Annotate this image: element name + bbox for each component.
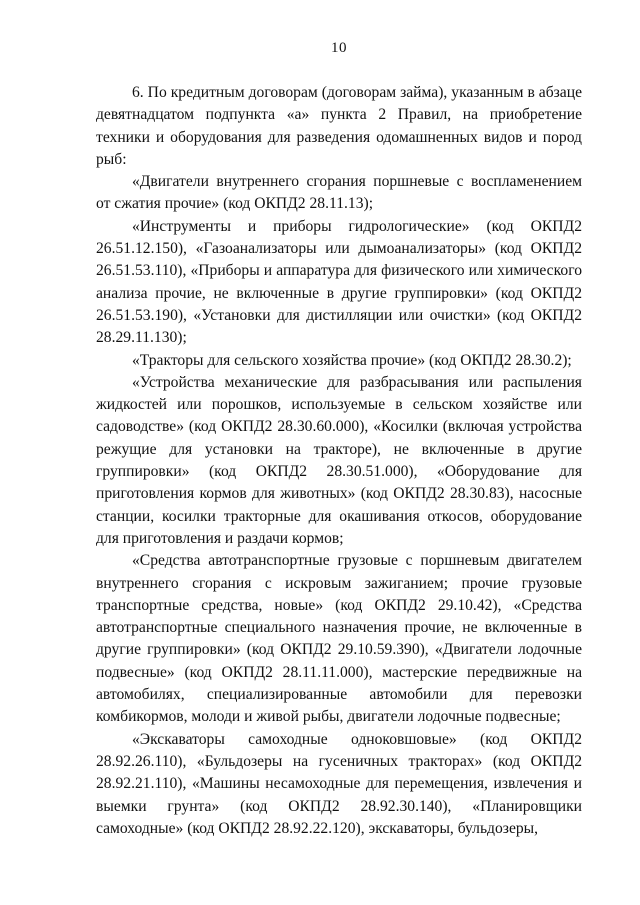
- paragraph-instruments: «Инструменты и приборы гидрологические» (код ОКПД2 26.51.12.150), «Газоанализаторы или дымоанализаторы» (код ОКПД2 26.51.53.110), «Приборы и аппаратура для физического или химического анализа прочие, не включенные в другие группировки» (код ОКПД2 26.51.53.190), «Установки для дистилляции или очистки» (код ОКПД2 28.29.11.130);: [96, 217, 582, 347]
- paragraph-intro: 6. По кредитным договорам (договорам займа), указанным в абзаце девятнадцатом подпункта «а» пункта 2 Правил, на приобретение техники и оборудования для разведения одомашненных видов и пород рыб:: [96, 84, 582, 168]
- document-body: [96, 82, 582, 840]
- paragraph-excavators: «Экскаваторы самоходные одноковшовые» (код ОКПД2 28.92.26.110), «Бульдозеры на гусеничных тракторах» (код ОКПД2 28.92.21.110), «Машины несамоходные для перемещения, извлечения и выемки грунта» (код ОКПД2 28.92.30.140), «Планировщики самоходные» (код ОКПД2 28.92.22.120), экскаваторы, бульдозеры,: [96, 730, 582, 837]
- page-number: 10: [331, 40, 347, 56]
- paragraph-engines: «Двигатели внутреннего сгорания поршневые с воспламенением от сжатия прочие» (код ОКПД2 28.11.13);: [96, 173, 582, 213]
- paragraph-vehicles: «Средства автотранспортные грузовые с поршневым двигателем внутреннего сгорания с искровым зажиганием; прочие грузовые транспортные средства, новые» (код ОКПД2 29.10.42), «Средства автотранспортные специального назначения прочие, не включенные в другие группировки» (код ОКПД2 29.10.59.390), «Двигатели лодочные подвесные» (код ОКПД2 28.11.11.000), мастерские передвижные на автомобилях, специализированные автомобили для перевозки комбикормов, молоди и живой рыбы, двигатели лодочные подвесные;: [96, 552, 582, 726]
- paragraph-tractors: «Тракторы для сельского хозяйства прочие» (код ОКПД2 28.30.2);: [132, 351, 572, 369]
- paragraph-spraying-devices: «Устройства механические для разбрасывания или распыления жидкостей или порошков, используемые в сельском хозяйстве или садоводстве» (код ОКПД2 28.30.60.000), «Косилки (включая устройства режущие для установки на тракторе), не включенные в другие группировки» (код ОКПД2 28.30.51.000), «Оборудование для приготовления кормов для животных» (код ОКПД2 28.30.83), насосные станции, косилки тракторные для окашивания откосов, оборудование для приготовления и раздачи кормов;: [96, 373, 582, 547]
